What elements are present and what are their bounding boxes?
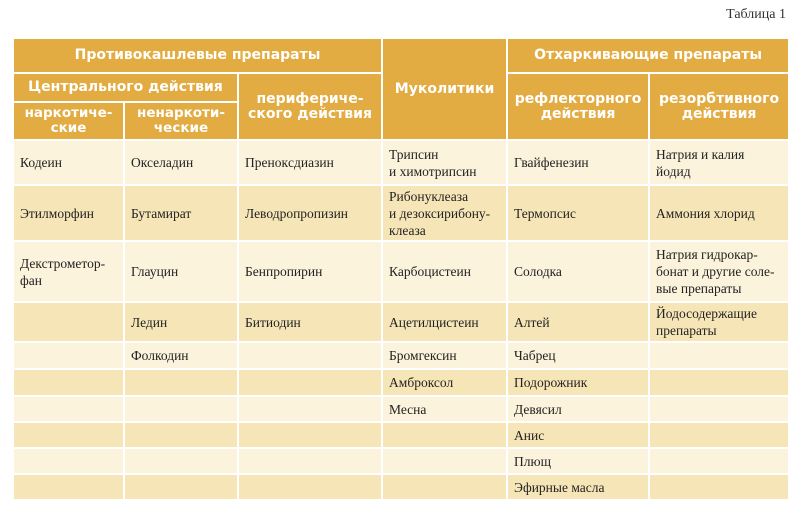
cell-non-narcotic bbox=[124, 448, 238, 474]
cell-reflex-expectorant: Подорожник bbox=[507, 369, 649, 396]
table-row bbox=[13, 241, 789, 302]
cell-peripheral: Битиодин bbox=[238, 302, 382, 342]
table-row bbox=[13, 448, 789, 474]
table-row bbox=[13, 422, 789, 448]
table-row bbox=[13, 396, 789, 422]
cell-resorptive-expectorant bbox=[649, 396, 789, 422]
cell-resorptive-expectorant bbox=[649, 448, 789, 474]
cell-peripheral bbox=[238, 369, 382, 396]
cell-mucolytic: Бромгексин bbox=[382, 342, 507, 369]
header-non-narcotic: ненаркоти- ческие bbox=[124, 102, 238, 140]
header-resorptive-action: резорбтивного действия bbox=[649, 73, 789, 140]
header-central-action: Центрального действия bbox=[13, 73, 238, 102]
cell-reflex-expectorant: Девясил bbox=[507, 396, 649, 422]
cell-mucolytic bbox=[382, 422, 507, 448]
cell-peripheral bbox=[238, 342, 382, 369]
header-reflex-action: рефлекторного действия bbox=[507, 73, 649, 140]
cell-peripheral bbox=[238, 448, 382, 474]
cell-resorptive-expectorant bbox=[649, 474, 789, 500]
cell-resorptive-expectorant: Йодосодержащие препараты bbox=[649, 302, 789, 342]
header-antitussive: Противокашлевые препараты bbox=[13, 38, 382, 73]
cell-mucolytic: Ацетилцистеин bbox=[382, 302, 507, 342]
cell-non-narcotic bbox=[124, 474, 238, 500]
cell-narcotic: Этилморфин bbox=[13, 185, 124, 241]
cell-reflex-expectorant: Гвайфенезин bbox=[507, 140, 649, 185]
cell-reflex-expectorant: Алтей bbox=[507, 302, 649, 342]
cell-mucolytic: Месна bbox=[382, 396, 507, 422]
cell-mucolytic: Амброксол bbox=[382, 369, 507, 396]
cell-non-narcotic: Глауцин bbox=[124, 241, 238, 302]
header-peripheral-action: периферичe- ского действия bbox=[238, 73, 382, 140]
table-caption: Таблица 1 bbox=[726, 7, 786, 22]
cell-narcotic bbox=[13, 448, 124, 474]
cell-resorptive-expectorant bbox=[649, 342, 789, 369]
cell-reflex-expectorant: Эфирные масла bbox=[507, 474, 649, 500]
cell-non-narcotic: Ледин bbox=[124, 302, 238, 342]
cell-mucolytic bbox=[382, 448, 507, 474]
cell-non-narcotic: Окселадин bbox=[124, 140, 238, 185]
cell-non-narcotic bbox=[124, 369, 238, 396]
cell-resorptive-expectorant: Аммония хлорид bbox=[649, 185, 789, 241]
cell-mucolytic: Трипсин и химотрипсин bbox=[382, 140, 507, 185]
cell-non-narcotic: Бутамират bbox=[124, 185, 238, 241]
cell-narcotic bbox=[13, 396, 124, 422]
table-row bbox=[13, 369, 789, 396]
cell-peripheral bbox=[238, 422, 382, 448]
cell-mucolytic: Рибонуклеаза и дезоксирибону- клеаза bbox=[382, 185, 507, 241]
table-row bbox=[13, 474, 789, 500]
cell-narcotic: Кодеин bbox=[13, 140, 124, 185]
drug-classification-table bbox=[12, 37, 790, 501]
table-row bbox=[13, 302, 789, 342]
table-row bbox=[13, 342, 789, 369]
table-body bbox=[13, 140, 789, 500]
cell-resorptive-expectorant: Натрия и калия йодид bbox=[649, 140, 789, 185]
cell-narcotic bbox=[13, 302, 124, 342]
cell-mucolytic: Карбоцистеин bbox=[382, 241, 507, 302]
cell-peripheral: Бенпропирин bbox=[238, 241, 382, 302]
cell-reflex-expectorant: Плющ bbox=[507, 448, 649, 474]
cell-reflex-expectorant: Солодка bbox=[507, 241, 649, 302]
cell-peripheral: Леводропропизин bbox=[238, 185, 382, 241]
cell-reflex-expectorant: Анис bbox=[507, 422, 649, 448]
cell-peripheral: Пренокcдиазин bbox=[238, 140, 382, 185]
header-expectorants: Отхаркивающие препараты bbox=[507, 38, 789, 73]
cell-reflex-expectorant: Чабрец bbox=[507, 342, 649, 369]
cell-narcotic bbox=[13, 422, 124, 448]
cell-mucolytic bbox=[382, 474, 507, 500]
cell-non-narcotic bbox=[124, 396, 238, 422]
cell-narcotic bbox=[13, 342, 124, 369]
cell-peripheral bbox=[238, 474, 382, 500]
cell-resorptive-expectorant: Натрия гидрокар- бонат и другие соле- вые препараты bbox=[649, 241, 789, 302]
header-narcotic: наркотиче- ские bbox=[13, 102, 124, 140]
cell-narcotic bbox=[13, 474, 124, 500]
cell-peripheral bbox=[238, 396, 382, 422]
cell-narcotic bbox=[13, 369, 124, 396]
table-row bbox=[13, 185, 789, 241]
cell-reflex-expectorant: Термопсис bbox=[507, 185, 649, 241]
cell-resorptive-expectorant bbox=[649, 422, 789, 448]
cell-resorptive-expectorant bbox=[649, 369, 789, 396]
cell-non-narcotic: Фолкодин bbox=[124, 342, 238, 369]
table-row bbox=[13, 140, 789, 185]
cell-narcotic: Декстрометор- фан bbox=[13, 241, 124, 302]
cell-non-narcotic bbox=[124, 422, 238, 448]
header-mucolytics: Муколитики bbox=[382, 38, 507, 140]
